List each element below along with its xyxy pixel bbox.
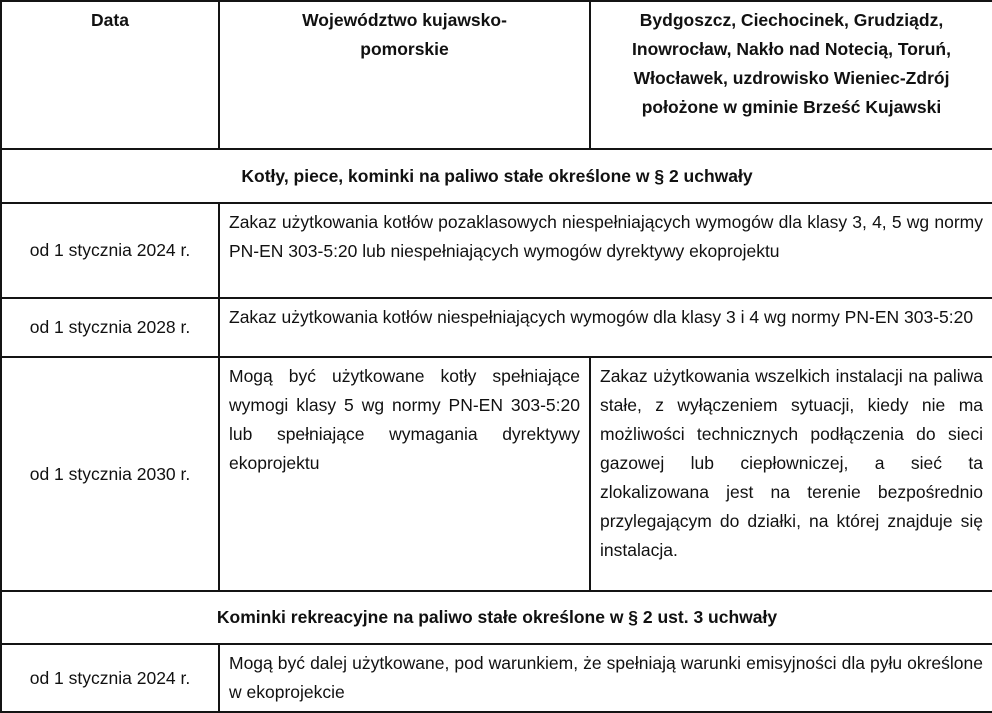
header-cell-cities: Bydgoszcz, Ciechocinek, Grudziądz, Inowrocław, Nakło nad Notecią, Toruń, Włocławek, uzdrowisko Wieniec-Zdrój położone w gminie Brześć Kujawski bbox=[590, 1, 992, 149]
table-row bbox=[1, 298, 992, 357]
date-cell-2030: od 1 stycznia 2030 r. bbox=[1, 357, 219, 591]
header-voivodeship-label: Województwo kujawsko-pomorskie bbox=[302, 10, 507, 59]
date-cell-2028: od 1 stycznia 2028 r. bbox=[1, 298, 219, 357]
rule-cell-2030-cities: Zakaz użytkowania wszelkich instalacji na paliwa stałe, z wyłączeniem sytuacji, kiedy nie ma możliwości technicznych podłączenia do sieci gazowej lub ciepłowniczej, a sieć ta zlokalizowana jest na terenie bezpośrednio przylegającym do działki, na której znajduje się instalacja. bbox=[590, 357, 992, 591]
section1-title: Kotły, piece, kominki na paliwo stałe określone w § 2 uchwały bbox=[1, 149, 992, 203]
table-header-row bbox=[1, 1, 992, 149]
section1-title-row bbox=[1, 149, 992, 203]
rule-cell-2024: Zakaz użytkowania kotłów pozaklasowych niespełniających wymogów dla klasy 3, 4, 5 wg normy PN-EN 303-5:20 lub niespełniających wymogów dyrektywy ekoprojektu bbox=[219, 203, 992, 298]
section2-title-row bbox=[1, 591, 992, 644]
table-row bbox=[1, 203, 992, 298]
table-row bbox=[1, 644, 992, 712]
rule-cell-2030-voivodeship: Mogą być użytkowane kotły spełniające wymogi klasy 5 wg normy PN-EN 303-5:20 lub spełniające wymagania dyrektywy ekoprojektu bbox=[219, 357, 590, 591]
rule-cell-2024-fireplaces: Mogą być dalej użytkowane, pod warunkiem, że spełniają warunki emisyjności dla pyłu określone w ekoprojekcie bbox=[219, 644, 992, 712]
date-cell-2024-fireplaces: od 1 stycznia 2024 r. bbox=[1, 644, 219, 712]
header-cell-date: Data bbox=[1, 1, 219, 149]
section2-title: Kominki rekreacyjne na paliwo stałe określone w § 2 ust. 3 uchwały bbox=[1, 591, 992, 644]
date-cell-2024: od 1 stycznia 2024 r. bbox=[1, 203, 219, 298]
table-row bbox=[1, 357, 992, 591]
rule-cell-2028: Zakaz użytkowania kotłów niespełniających wymogów dla klasy 3 i 4 wg normy PN-EN 303-5:20 bbox=[219, 298, 992, 357]
header-cell-voivodeship bbox=[219, 1, 590, 149]
